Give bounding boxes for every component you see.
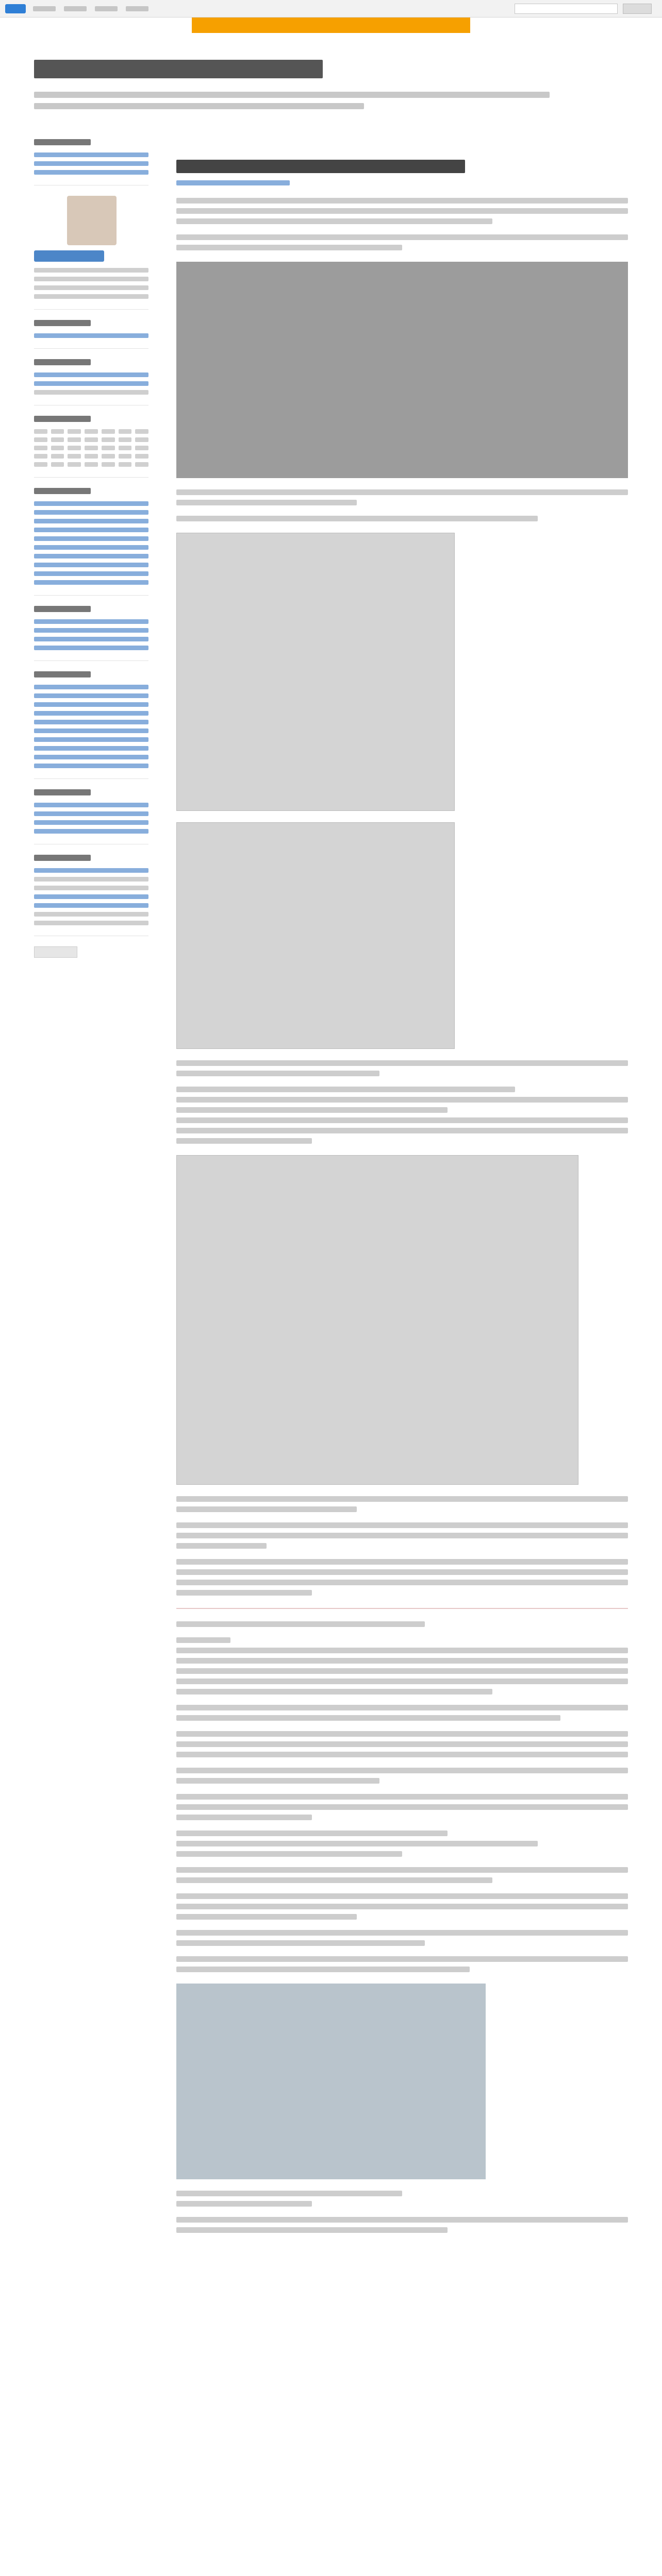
sidebar-link[interactable] xyxy=(34,811,148,816)
photo-image xyxy=(176,1984,486,2179)
post-paragraph xyxy=(176,1705,628,1721)
main-content xyxy=(176,139,628,2243)
calendar xyxy=(34,429,148,467)
tv-screenshot-image xyxy=(176,262,628,478)
sidebar-link[interactable] xyxy=(34,702,148,707)
post-paragraph xyxy=(176,1956,628,1972)
sidebar-heading xyxy=(34,416,91,422)
post-paragraph xyxy=(176,516,628,521)
sidebar-link[interactable] xyxy=(34,711,148,716)
sidebar-link[interactable] xyxy=(34,580,148,585)
post-paragraph xyxy=(176,1496,628,1512)
sidebar-heading xyxy=(34,488,91,494)
post-paragraph xyxy=(176,1621,628,1627)
sidebar-text xyxy=(34,921,148,925)
sidebar-link[interactable] xyxy=(34,619,148,624)
sidebar-heading xyxy=(34,671,91,677)
goo-logo[interactable] xyxy=(5,4,26,13)
sidebar-link[interactable] xyxy=(34,637,148,641)
sidebar-link[interactable] xyxy=(34,519,148,523)
sidebar-link[interactable] xyxy=(34,764,148,768)
sidebar-link[interactable] xyxy=(34,803,148,807)
sidebar-link[interactable] xyxy=(34,501,148,506)
sidebar-link[interactable] xyxy=(34,646,148,650)
service-links xyxy=(33,6,148,11)
sidebar-link[interactable] xyxy=(34,737,148,742)
decorative-divider xyxy=(176,1608,628,1609)
post-paragraph xyxy=(176,1060,628,1076)
sidebar-heading xyxy=(34,789,91,795)
sidebar-link[interactable] xyxy=(34,820,148,825)
sidebar-link[interactable] xyxy=(34,536,148,541)
profile-text xyxy=(34,268,148,273)
service-link[interactable] xyxy=(64,6,87,11)
magazine-scan-image xyxy=(176,822,455,1049)
post-paragraph xyxy=(176,1930,628,1946)
sidebar-link[interactable] xyxy=(34,372,148,377)
sidebar-link[interactable] xyxy=(34,720,148,724)
sidebar-text xyxy=(34,912,148,917)
post-paragraph xyxy=(176,2191,628,2207)
sidebar-text xyxy=(34,877,148,882)
sidebar-link[interactable] xyxy=(34,381,148,386)
post-paragraph xyxy=(176,1831,628,1857)
search-input[interactable] xyxy=(515,4,618,14)
profile-text xyxy=(34,285,148,290)
sidebar xyxy=(34,139,148,958)
sidebar-link[interactable] xyxy=(34,571,148,576)
sidebar-link[interactable] xyxy=(34,746,148,751)
post-title[interactable] xyxy=(176,160,465,173)
post-paragraph xyxy=(176,1893,628,1920)
sidebar-link[interactable] xyxy=(34,755,148,759)
sidebar-link[interactable] xyxy=(34,545,148,550)
sidebar-link[interactable] xyxy=(34,829,148,834)
sidebar-link[interactable] xyxy=(34,161,148,166)
follow-button[interactable] xyxy=(34,250,104,262)
sidebar-link[interactable] xyxy=(34,628,148,633)
profile-text xyxy=(34,277,148,281)
sidebar-link[interactable] xyxy=(34,554,148,558)
blog-description xyxy=(34,103,364,109)
post-paragraph xyxy=(176,234,628,250)
sidebar-link[interactable] xyxy=(34,728,148,733)
sidebar-heading xyxy=(34,139,91,145)
site-header xyxy=(0,18,662,139)
sidebar-link[interactable] xyxy=(34,903,148,908)
magazine-scan-image xyxy=(176,533,455,811)
sidebar-link[interactable] xyxy=(34,868,148,873)
quoted-comment xyxy=(176,1637,628,1694)
magazine-scan-image xyxy=(176,1155,578,1485)
post-list xyxy=(176,1087,628,1144)
post-paragraph xyxy=(176,489,628,505)
sidebar-link[interactable] xyxy=(34,894,148,899)
post-paragraph xyxy=(176,1867,628,1883)
post-paragraph xyxy=(176,1768,628,1784)
page-body xyxy=(34,139,628,2576)
service-notice-bar[interactable] xyxy=(192,18,470,33)
service-link[interactable] xyxy=(33,6,56,11)
post-paragraph xyxy=(176,2217,628,2233)
sidebar-text xyxy=(34,886,148,890)
sidebar-link[interactable] xyxy=(34,152,148,157)
post-paragraph xyxy=(176,1559,628,1596)
sidebar-heading xyxy=(34,359,91,365)
post-paragraph xyxy=(176,1731,628,1757)
service-link[interactable] xyxy=(95,6,118,11)
service-bar xyxy=(0,0,662,18)
sidebar-heading xyxy=(34,606,91,612)
sidebar-link[interactable] xyxy=(34,563,148,567)
post-paragraph xyxy=(176,198,628,224)
service-link[interactable] xyxy=(126,6,148,11)
post-date[interactable] xyxy=(176,180,290,185)
sidebar-heading xyxy=(34,855,91,861)
sidebar-link[interactable] xyxy=(34,693,148,698)
blog-title[interactable] xyxy=(34,60,323,78)
sidebar-link[interactable] xyxy=(34,510,148,515)
goo-blog-badge[interactable] xyxy=(34,946,77,958)
search-button[interactable] xyxy=(623,4,652,14)
post-paragraph xyxy=(176,1794,628,1820)
avatar[interactable] xyxy=(67,196,117,245)
post-paragraph xyxy=(176,1522,628,1549)
sidebar-heading xyxy=(34,320,91,326)
blog-description xyxy=(34,92,550,98)
sidebar-link[interactable] xyxy=(34,333,148,338)
sidebar-link[interactable] xyxy=(34,685,148,689)
sidebar-link[interactable] xyxy=(34,170,148,175)
sidebar-text xyxy=(34,390,148,395)
sidebar-link[interactable] xyxy=(34,528,148,532)
profile-text xyxy=(34,294,148,299)
